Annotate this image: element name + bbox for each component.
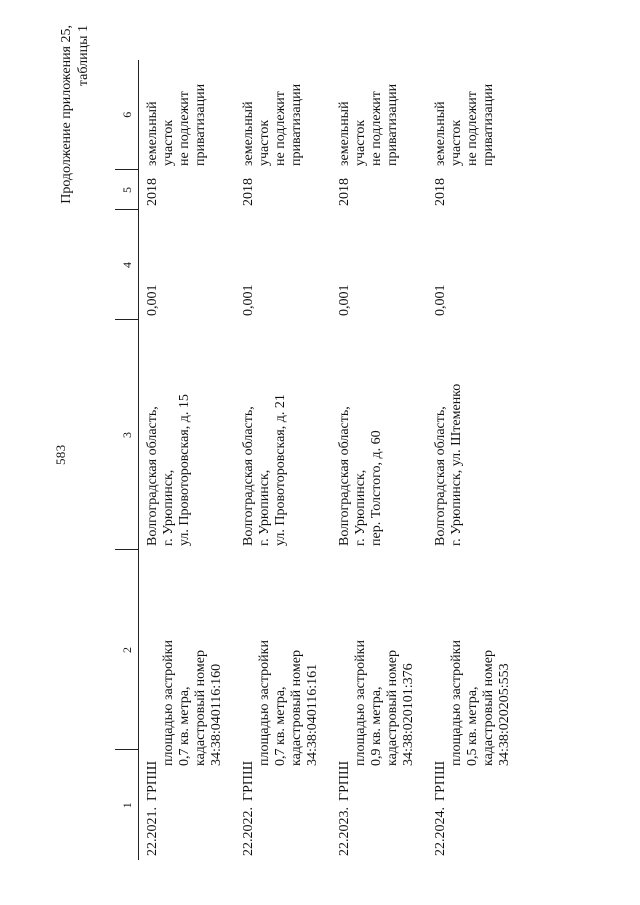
object-line: 0,7 кв. метра, — [273, 686, 288, 766]
note-line: земельный участок — [433, 101, 464, 166]
year-cell: 2018 — [337, 178, 352, 206]
note-cell — [331, 60, 427, 170]
object-line: площадью застройки — [449, 640, 464, 766]
area-cell: 0,001 — [337, 284, 352, 316]
column-header: 6 — [115, 60, 139, 170]
address-cell — [427, 320, 523, 550]
object-cell — [427, 550, 523, 860]
row-number: 22.2022. — [241, 807, 256, 856]
area-cell: 0,001 — [145, 284, 160, 316]
object-line: площадью застройки — [161, 640, 176, 766]
continuation-caption — [58, 25, 92, 205]
year-cell: 2018 — [145, 178, 160, 206]
address-line: пер. Толстого, д. 60 — [369, 430, 384, 546]
object-line: 0,5 кв. метра, — [465, 686, 480, 766]
table-row — [331, 60, 427, 860]
note-cell — [427, 60, 523, 170]
object-line: площадью застройки — [353, 640, 368, 766]
object-line: 34:38:020101:376 — [401, 663, 416, 766]
address-line: Волгоградская область, — [433, 406, 448, 546]
year-cell: 2018 — [433, 178, 448, 206]
object-line: 34:38:040116:161 — [305, 663, 320, 766]
continuation-line-1: Продолжение приложения 25, — [59, 25, 74, 204]
address-cell — [331, 320, 427, 550]
object-line: 34:38:020205:553 — [497, 663, 512, 766]
note-cell — [235, 60, 331, 170]
object-line: ГРПШ — [145, 760, 160, 801]
address-line: ул. Провоторовская, д. 15 — [177, 394, 192, 546]
header-row — [115, 60, 139, 860]
column-header: 5 — [115, 170, 139, 210]
row-number: 22.2021. — [145, 807, 160, 856]
address-line: г. Урюпинск, — [257, 469, 272, 546]
area-cell: 0,001 — [433, 284, 448, 316]
object-line: площадью застройки — [257, 640, 272, 766]
object-line: кадастровый номер — [289, 650, 304, 766]
property-table — [115, 60, 523, 860]
object-line: кадастровый номер — [481, 650, 496, 766]
note-line: приватизации — [385, 83, 400, 166]
address-line: Волгоградская область, — [241, 406, 256, 546]
address-line: Волгоградская область, — [337, 406, 352, 546]
note-line: земельный участок — [241, 101, 272, 166]
address-cell — [139, 320, 236, 550]
note-line: не подлежит — [369, 91, 384, 166]
object-cell — [331, 550, 427, 860]
object-line: 0,7 кв. метра, — [177, 686, 192, 766]
column-header: 1 — [115, 750, 139, 860]
object-line: ГРПШ — [433, 760, 448, 801]
note-line: приватизации — [193, 83, 208, 166]
note-line: приватизации — [481, 83, 496, 166]
object-line: ГРПШ — [337, 760, 352, 801]
address-line: г. Урюпинск, — [353, 469, 368, 546]
table-row — [235, 60, 331, 860]
column-header: 2 — [115, 550, 139, 750]
page-number: 583 — [53, 444, 68, 465]
address-line: г. Урюпинск, ул. Штеменко — [449, 383, 464, 546]
column-header: 4 — [115, 210, 139, 320]
object-line: 34:38:040116:160 — [209, 663, 224, 766]
note-line: земельный участок — [337, 101, 368, 166]
note-line: приватизации — [289, 83, 304, 166]
continuation-line-2: таблицы 1 — [76, 25, 91, 87]
object-line: ГРПШ — [241, 760, 256, 801]
object-cell — [139, 550, 236, 860]
year-cell: 2018 — [241, 178, 256, 206]
address-line: ул. Провоторовская, д. 21 — [273, 394, 288, 546]
object-line: кадастровый номер — [193, 650, 208, 766]
column-header: 3 — [115, 320, 139, 550]
address-cell — [235, 320, 331, 550]
row-number: 22.2024. — [433, 807, 448, 856]
address-line: Волгоградская область, — [145, 406, 160, 546]
table-row — [139, 60, 236, 860]
table-row — [427, 60, 523, 860]
object-line: 0,9 кв. метра, — [369, 686, 384, 766]
object-cell — [235, 550, 331, 860]
row-number: 22.2023. — [337, 807, 352, 856]
note-line: не подлежит — [177, 91, 192, 166]
note-line: не подлежит — [273, 91, 288, 166]
object-line: кадастровый номер — [385, 650, 400, 766]
note-line: не подлежит — [465, 91, 480, 166]
note-line: земельный участок — [145, 101, 176, 166]
note-cell — [139, 60, 236, 170]
area-cell: 0,001 — [241, 284, 256, 316]
address-line: г. Урюпинск, — [161, 469, 176, 546]
